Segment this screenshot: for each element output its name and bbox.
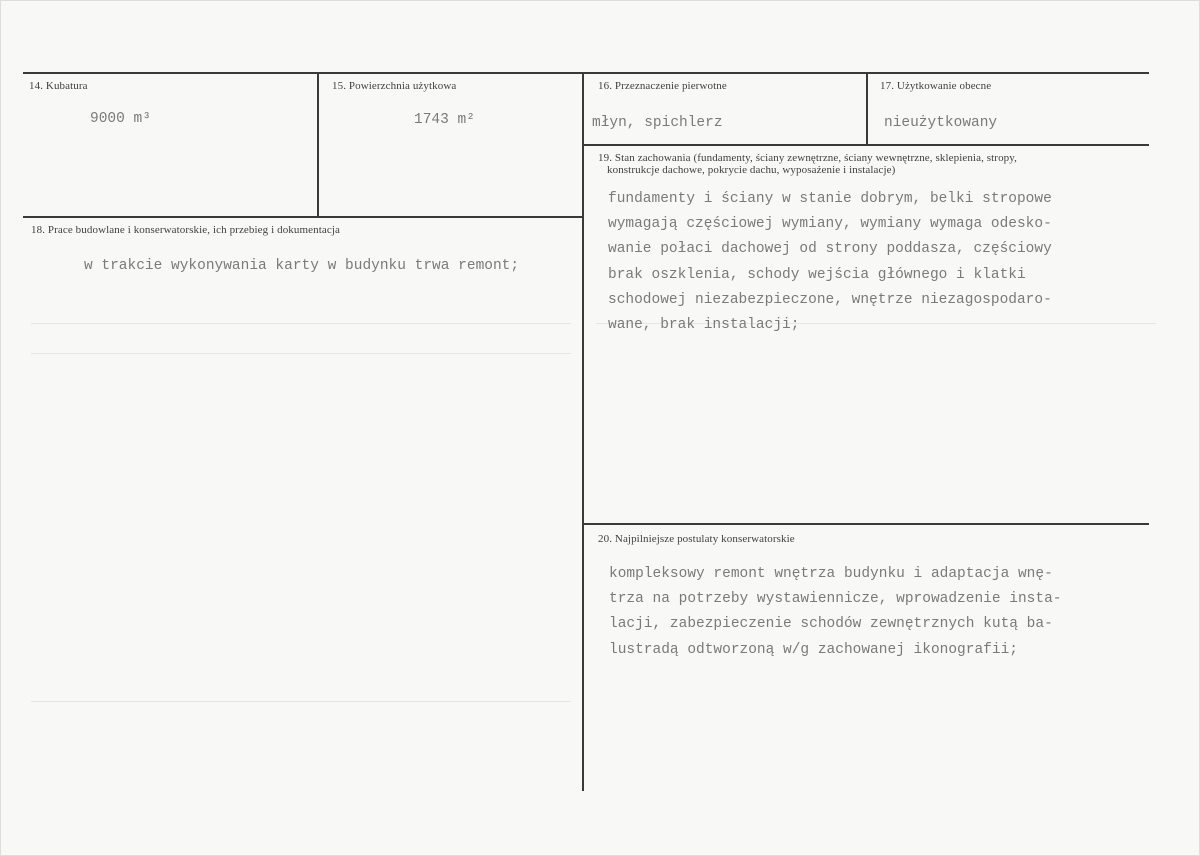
faint-rule (31, 353, 571, 354)
field-18-label: 18. Prace budowlane i konserwatorskie, ich przebieg i dokumentacja (31, 224, 340, 236)
field-17-value: nieużytkowany (884, 115, 998, 131)
field-20-line: trza na potrzeby wystawiennicze, wprowadzenie insta- (609, 591, 1062, 608)
field-19-line: wane, brak instalacji; (608, 317, 800, 334)
field-15-label: 15. Powierzchnia użytkowa (332, 80, 457, 92)
field-20-label: 20. Najpilniejsze postulaty konserwatorskie (598, 533, 795, 545)
field-19-text (608, 187, 1052, 338)
field-16-value: młyn, spichlerz (592, 115, 723, 131)
main-vertical-divider (582, 73, 584, 791)
field-19-line: fundamenty i ściany w stanie dobrym, belki stropowe (608, 191, 1052, 207)
field-14-label: 14. Kubatura (29, 80, 88, 92)
field-19-line: wanie połaci dachowej od strony poddasza, częściowy (608, 241, 1052, 258)
field-16-label: 16. Przeznaczenie pierwotne (598, 80, 727, 92)
field-19-label: 19. Stan zachowania (fundamenty, ściany zewnętrzne, ściany wewnętrzne, sklepienia, stropy, (598, 152, 1018, 164)
rule-above-20 (584, 523, 1149, 525)
field-20-line: lacji, zabezpieczenie schodów zewnętrznych kutą ba- (609, 616, 1053, 633)
top-rule (23, 72, 1149, 74)
field-20-text (609, 562, 1061, 663)
field-17-label: 17. Użytkowanie obecne (880, 80, 992, 92)
field-19-line: wymagają częściowej wymiany, wymiany wymaga odesko- (608, 216, 1052, 233)
rule-above-19 (584, 144, 1149, 146)
field-19-line: schodowej niezabezpieczone, wnętrze niezagospodaro- (608, 291, 1052, 308)
field-18-value: w trakcie wykonywania karty w budynku trwa remont; (84, 258, 520, 274)
field-15-value: 1743 m² (414, 112, 475, 128)
rule-above-18 (23, 216, 584, 218)
field-20-line: lustradą odtworzoną w/g zachowanej ikonografii; (609, 641, 1018, 658)
divider-16-17 (866, 73, 868, 145)
faint-rule (31, 323, 571, 324)
field-14-value: 9000 m³ (90, 111, 151, 127)
field-20-line: kompleksowy remont wnętrza budynku i adaptacja wnę- (609, 566, 1053, 582)
field-19-label-cont: konstrukcje dachowe, pokrycie dachu, wyposażenie i instalacje) (607, 164, 896, 176)
divider-14-15 (317, 73, 319, 217)
faint-rule (31, 701, 571, 702)
field-19-line: brak oszklenia, schody wejścia głównego i klatki (608, 266, 1026, 283)
